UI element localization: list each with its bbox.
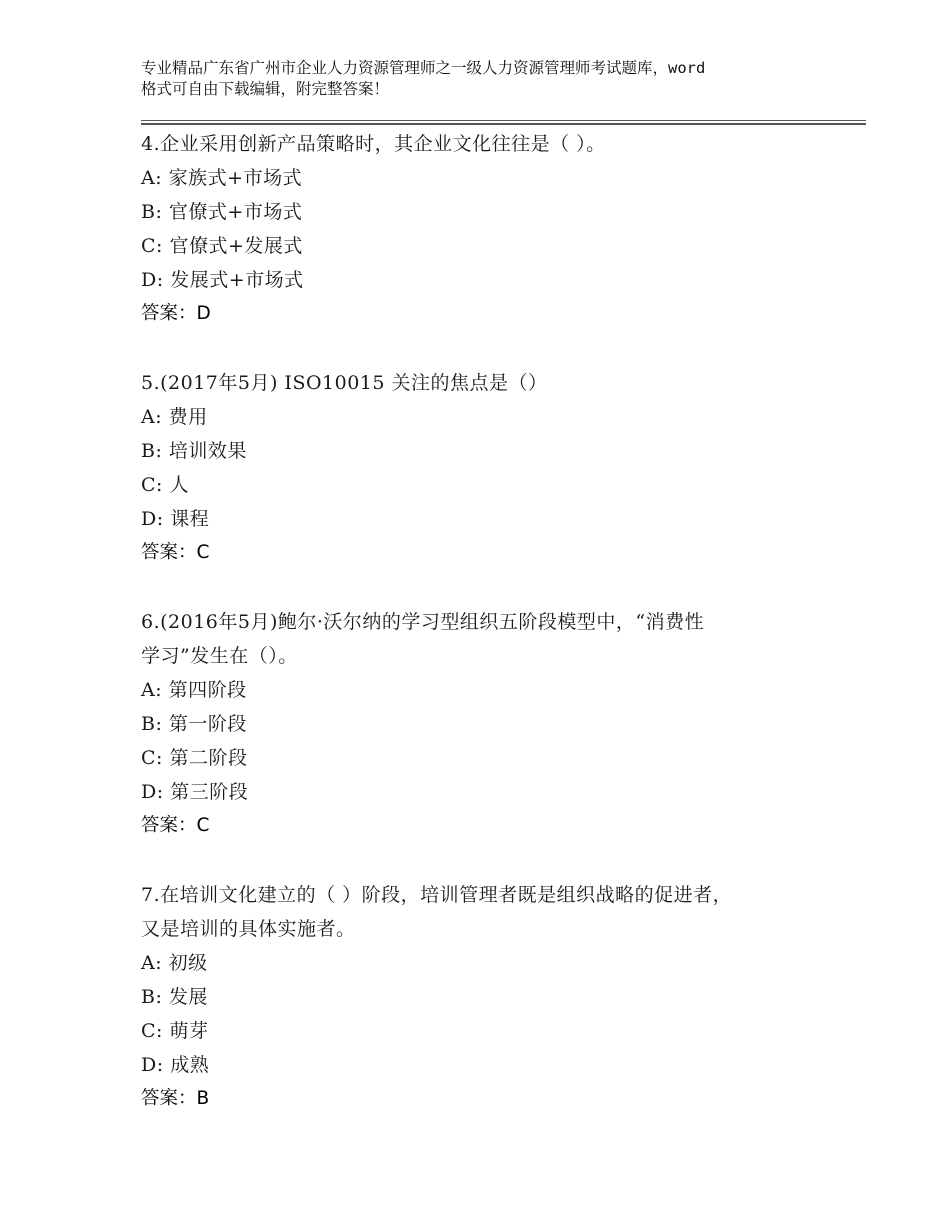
document-header <box>141 58 841 100</box>
option-letter: D: <box>141 269 164 291</box>
option-letter: B: <box>141 713 163 735</box>
option-letter: B: <box>141 440 163 462</box>
option-b <box>141 980 821 1014</box>
option-c <box>141 468 821 502</box>
option-text: 培训效果 <box>168 440 247 462</box>
answer-line: 答案：C <box>141 542 210 563</box>
option-d <box>141 1048 821 1082</box>
option-b <box>141 434 821 468</box>
option-letter: D: <box>141 1054 164 1076</box>
option-letter: A: <box>141 952 163 974</box>
question-7 <box>141 878 821 1116</box>
question-6 <box>141 605 821 843</box>
option-letter: A: <box>141 406 163 428</box>
option-a <box>141 673 821 707</box>
question-stem-line-2: 又是培训的具体实施者。 <box>141 918 356 940</box>
option-b <box>141 707 821 741</box>
question-stem-line-2: 学习”发生在（）。 <box>141 645 298 667</box>
header-divider-thick <box>141 123 866 125</box>
option-letter: C: <box>141 474 163 496</box>
option-text: 发展式+市场式 <box>170 269 304 291</box>
option-text: 第三阶段 <box>170 781 249 803</box>
option-letter: C: <box>141 1020 163 1042</box>
option-text: 发展 <box>168 986 208 1008</box>
question-stem-line-1: 6.(2016年5月)鲍尔·沃尔纳的学习型组织五阶段模型中，“消费性 <box>141 611 705 633</box>
question-stem: 4.企业采用创新产品策略时，其企业文化往往是（ ）。 <box>141 133 606 155</box>
option-d <box>141 775 821 809</box>
option-c <box>141 1014 821 1048</box>
option-a <box>141 400 821 434</box>
option-text: 第四阶段 <box>168 679 247 701</box>
option-text: 萌芽 <box>169 1020 209 1042</box>
option-text: 成熟 <box>170 1054 210 1076</box>
question-4 <box>141 127 821 331</box>
option-text: 第一阶段 <box>168 713 247 735</box>
answer-line: 答案：B <box>141 1088 210 1109</box>
option-text: 第二阶段 <box>169 747 248 769</box>
option-text: 费用 <box>168 406 208 428</box>
option-text: 家族式+市场式 <box>168 167 303 189</box>
answer-line: 答案：D <box>141 303 211 324</box>
option-b <box>141 195 821 229</box>
option-letter: D: <box>141 781 164 803</box>
question-stem-line-1: 7.在培训文化建立的（ ）阶段，培训管理者既是组织战略的促进者， <box>141 884 733 906</box>
option-text: 官僚式+发展式 <box>169 235 303 257</box>
option-text: 人 <box>169 474 190 496</box>
option-letter: A: <box>141 167 163 189</box>
option-a <box>141 161 821 195</box>
question-stem: 5.(2017年5月) ISO10015 关注的焦点是（） <box>141 372 548 394</box>
option-d <box>141 263 821 297</box>
header-divider-thin <box>141 120 866 121</box>
option-letter: C: <box>141 235 163 257</box>
option-text: 课程 <box>170 508 210 530</box>
option-letter: B: <box>141 986 163 1008</box>
option-c <box>141 229 821 263</box>
header-line-2: 格式可自由下载编辑，附完整答案！ <box>141 80 390 98</box>
option-d <box>141 502 821 536</box>
answer-line: 答案：C <box>141 815 210 836</box>
option-letter: D: <box>141 508 164 530</box>
option-c <box>141 741 821 775</box>
option-letter: B: <box>141 201 163 223</box>
option-letter: A: <box>141 679 163 701</box>
question-5 <box>141 366 821 570</box>
option-letter: C: <box>141 747 163 769</box>
option-a <box>141 946 821 980</box>
option-text: 官僚式+市场式 <box>168 201 303 223</box>
header-line-1: 专业精品广东省广州市企业人力资源管理师之一级人力资源管理师考试题库，word <box>141 59 706 77</box>
option-text: 初级 <box>168 952 208 974</box>
